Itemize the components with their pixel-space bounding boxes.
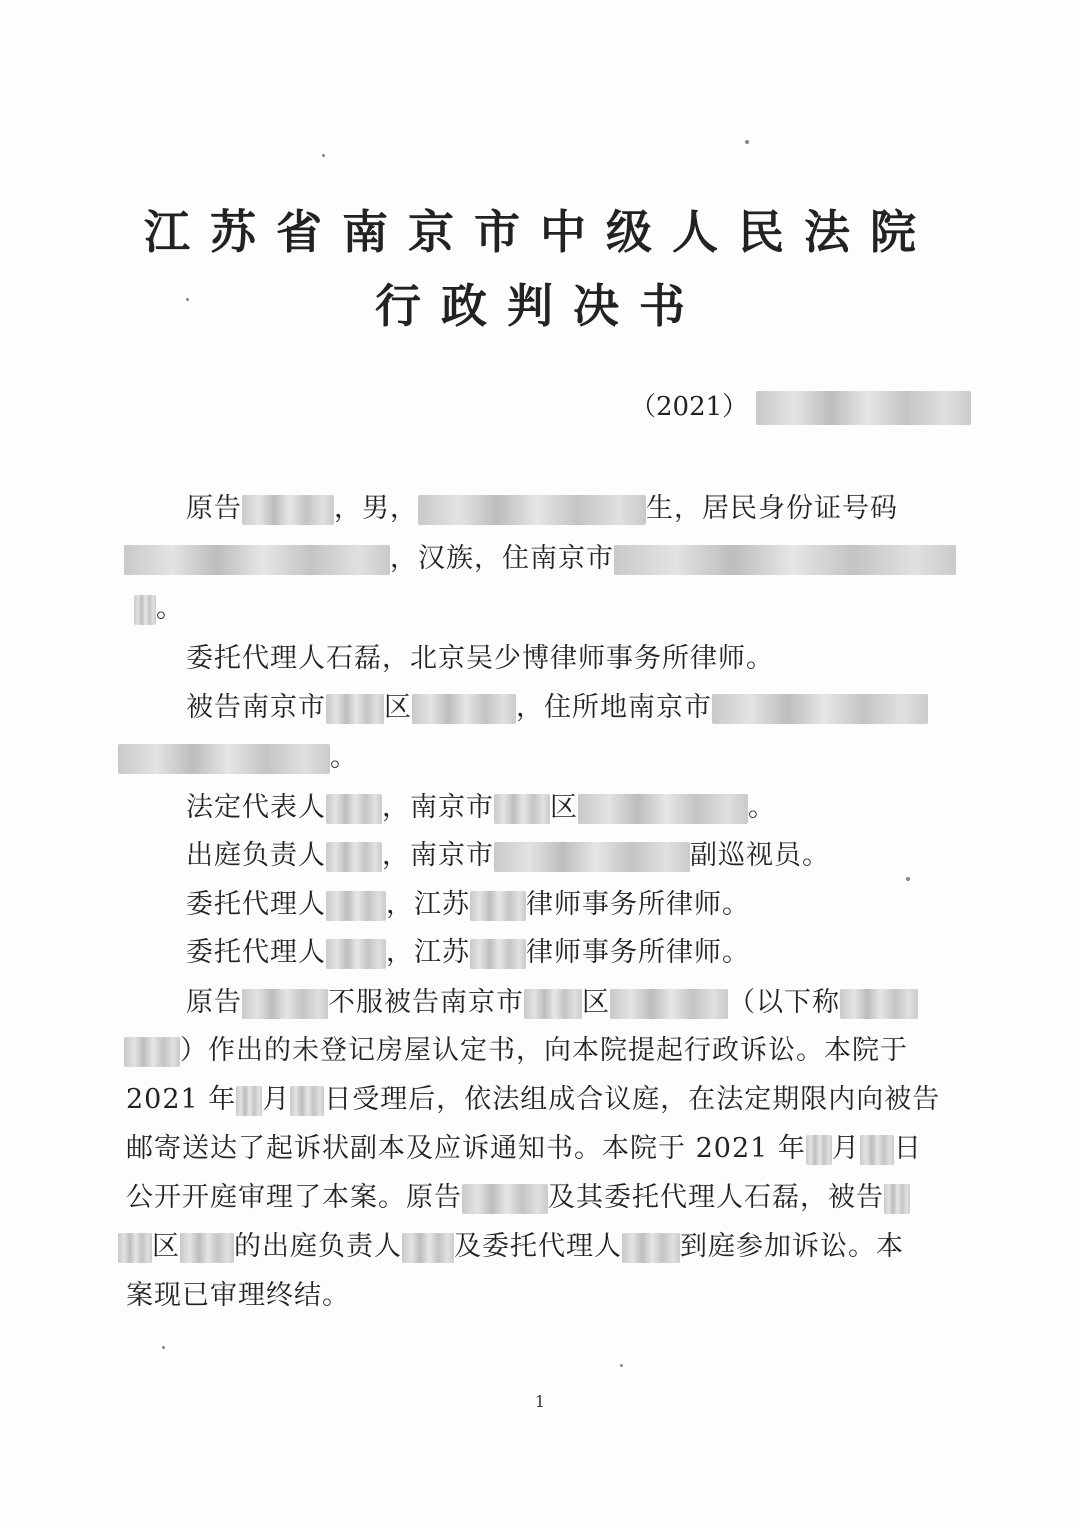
redacted-department — [494, 842, 690, 872]
text-segment: 区 — [550, 792, 578, 823]
redacted-birthdate — [418, 495, 646, 525]
scan-speck — [162, 1346, 165, 1349]
redacted-day — [860, 1135, 894, 1165]
text-segment: 出庭负责人 — [186, 840, 326, 871]
redacted-name — [326, 842, 382, 872]
redacted-name — [242, 989, 328, 1019]
text-segment: （以下称 — [728, 987, 840, 1018]
redacted-agency — [610, 989, 728, 1019]
case-number — [630, 386, 971, 425]
document-type: 行政判决书 — [375, 279, 705, 333]
body-line-6 — [118, 1224, 904, 1263]
redacted-district — [494, 794, 550, 824]
text-segment: 原告 — [186, 493, 242, 524]
text-segment: 区 — [384, 692, 412, 723]
text-segment: 日 — [893, 1133, 922, 1164]
text-segment: 委托代理人石磊，北京吴少博律师事务所律师。 — [186, 643, 774, 674]
redacted-address — [712, 694, 928, 724]
body-line-3 — [126, 1077, 940, 1116]
case-year: （2021） — [630, 392, 749, 422]
text-segment: 。 — [330, 742, 358, 773]
text-segment: 法定代表人 — [186, 792, 326, 823]
text-segment: 2021 年 — [126, 1084, 237, 1115]
redacted-name — [622, 1233, 680, 1263]
plaintiff-line-3 — [134, 586, 184, 625]
text-segment: 邮寄送达了起诉状副本及应诉通知书。本院于 2021 年 — [126, 1133, 806, 1164]
scan-speck — [620, 1364, 623, 1367]
defendant-line-2 — [118, 735, 358, 774]
text-segment: 区 — [582, 987, 610, 1018]
redacted-defendant — [884, 1184, 910, 1214]
text-segment: 副巡视员。 — [690, 840, 830, 871]
redacted-id-number — [124, 545, 390, 575]
defendant-line-1 — [186, 685, 928, 724]
text-segment: ，南京市 — [382, 840, 494, 871]
text-segment: 不服被告南京市 — [328, 987, 524, 1018]
body-line-4 — [126, 1126, 922, 1165]
text-segment: ，南京市 — [382, 792, 494, 823]
redacted-short-name — [840, 989, 918, 1019]
redacted-address-end — [134, 595, 156, 625]
scan-speck — [322, 154, 325, 157]
body-line-5 — [126, 1175, 910, 1214]
scan-speck — [906, 877, 910, 881]
redacted-name — [326, 891, 386, 921]
redacted-month — [236, 1086, 262, 1116]
redacted-defendant — [118, 1233, 152, 1263]
defendant-agent-line-1 — [186, 882, 750, 921]
redacted-district — [524, 989, 582, 1019]
text-segment: 原告 — [186, 987, 242, 1018]
text-segment: 律师事务所律师。 — [526, 889, 750, 920]
text-segment: 月 — [262, 1084, 291, 1115]
text-segment: 委托代理人 — [186, 889, 326, 920]
body-line-1 — [186, 980, 918, 1019]
redacted-district — [326, 694, 384, 724]
text-segment: ）作出的未登记房屋认定书，向本院提起行政诉讼。本院于 — [180, 1035, 908, 1066]
body-line-7 — [126, 1273, 350, 1312]
text-segment: 委托代理人 — [186, 937, 326, 968]
redacted-short-name — [124, 1037, 180, 1067]
text-segment: ，江苏 — [386, 889, 470, 920]
redacted-name — [462, 1184, 548, 1214]
scan-speck — [186, 298, 189, 301]
text-segment: ，住所地南京市 — [516, 692, 712, 723]
text-segment: ，男， — [334, 493, 418, 524]
page-number: 1 — [534, 1392, 546, 1411]
redacted-firm — [470, 939, 526, 969]
redacted-name — [326, 939, 386, 969]
defendant-agent-line-2 — [186, 930, 750, 969]
text-segment: 。 — [156, 593, 184, 624]
text-segment: ，汉族，住南京市 — [390, 543, 614, 574]
legal-rep-line — [186, 785, 776, 824]
text-segment: 案现已审理终结。 — [126, 1280, 350, 1311]
redacted-firm — [470, 891, 526, 921]
text-segment: 及委托代理人 — [454, 1231, 622, 1262]
redacted-day — [290, 1086, 324, 1116]
redacted-address — [614, 545, 956, 575]
plaintiff-agent-line — [186, 636, 774, 675]
text-segment: 生，居民身份证号码 — [646, 493, 898, 524]
redacted-address-end — [118, 744, 330, 774]
body-line-2 — [124, 1028, 908, 1067]
text-segment: 。 — [748, 792, 776, 823]
text-segment: 及其委托代理人石磊，被告 — [548, 1182, 884, 1213]
redacted-month — [806, 1135, 832, 1165]
redacted-name — [242, 495, 334, 525]
redacted-case-number — [756, 391, 971, 425]
court-name: 江苏省南京市中级人民法院 — [144, 205, 936, 259]
text-segment: 日受理后，依法组成合议庭，在法定期限内向被告 — [324, 1084, 941, 1115]
plaintiff-line-2 — [124, 536, 956, 575]
text-segment: 律师事务所律师。 — [526, 937, 750, 968]
plaintiff-line-1 — [186, 486, 898, 525]
text-segment: 到庭参加诉讼。本 — [680, 1231, 904, 1262]
redacted-title — [578, 794, 748, 824]
redacted-name — [326, 794, 382, 824]
text-segment: 区 — [152, 1231, 180, 1262]
text-segment: 公开开庭审理了本案。原告 — [126, 1182, 462, 1213]
court-appearance-line — [186, 833, 830, 872]
text-segment: ，江苏 — [386, 937, 470, 968]
text-segment: 月 — [831, 1133, 860, 1164]
redacted-name — [402, 1233, 454, 1263]
scan-speck — [745, 140, 749, 144]
redacted-agency — [180, 1233, 234, 1263]
redacted-agency — [412, 694, 516, 724]
text-segment: 的出庭负责人 — [234, 1231, 402, 1262]
text-segment: 被告南京市 — [186, 692, 326, 723]
